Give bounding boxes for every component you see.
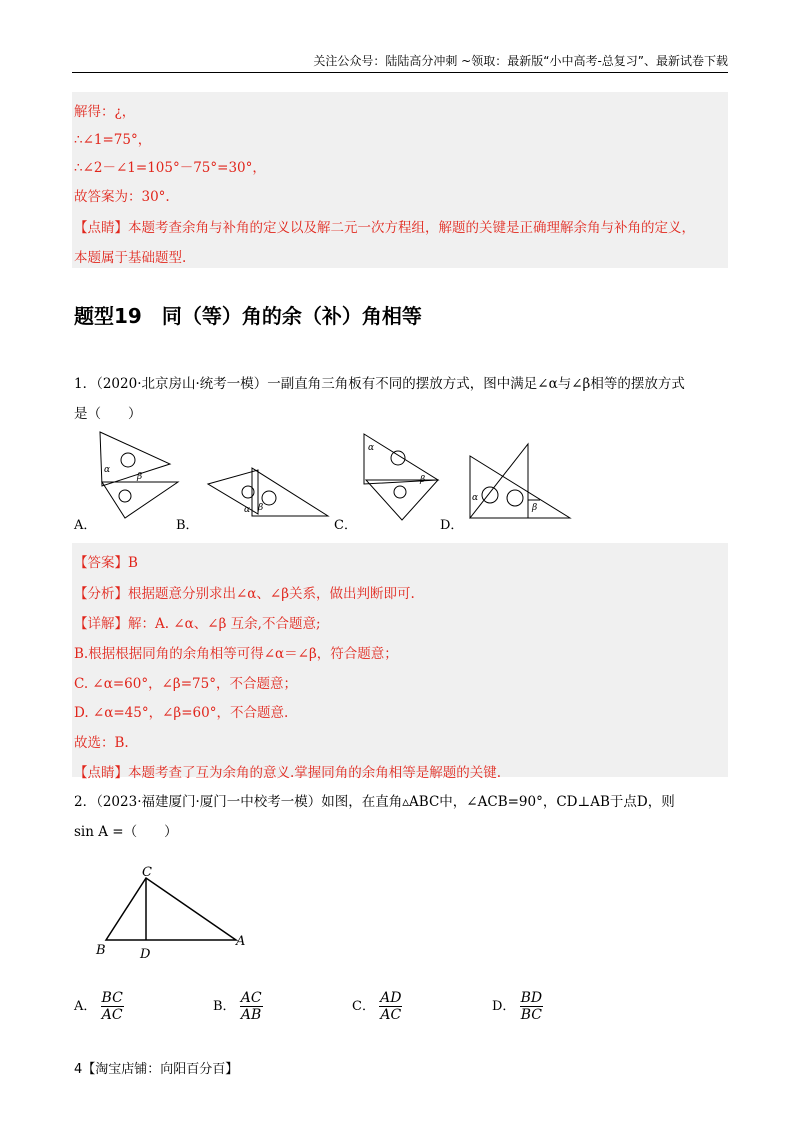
detail-tag: 【详解】	[74, 616, 128, 632]
fig-d-alpha-label: α	[472, 493, 479, 503]
fig-c-alpha-label: α	[368, 443, 375, 453]
point-d-label: D	[140, 947, 151, 962]
comment-tag: 【点睛】	[74, 765, 128, 781]
fig-a-alpha-label: α	[104, 465, 111, 475]
option-letter: B．	[213, 999, 236, 1014]
option-fraction	[379, 990, 402, 1023]
fraction-numerator: BC	[101, 990, 123, 1006]
fig-d-circle	[482, 487, 498, 503]
fraction-numerator: AD	[380, 990, 402, 1006]
comment-line: 本题属于基础题型.	[74, 250, 187, 266]
fig-b-alpha-label: α	[244, 505, 251, 515]
fig-a-circle	[119, 490, 131, 502]
fraction-numerator: AC	[240, 990, 262, 1006]
vertex-a-label: A	[236, 934, 246, 949]
header-divider	[72, 72, 728, 73]
option-letter: C．	[352, 999, 375, 1014]
comment-text: 本题考查了互为余角的意义.掌握同角的余角相等是解题的关键.	[128, 765, 502, 781]
vertex-b-label: B	[96, 943, 106, 958]
fraction-denominator: BC	[520, 1007, 542, 1023]
comment-line	[74, 216, 695, 236]
detail-line: C. ∠α=60°，∠β=75°，不合题意；	[74, 676, 297, 692]
q2-stem-line1: 2．（2023·福建厦门·厦门一中校考一模）如图，在直角▵ABC中，∠ACB=90°，CD⊥AB于点D，则	[74, 794, 675, 810]
solution-line: ∴∠1=75°，	[74, 132, 152, 148]
fig-d-beta-label: β	[532, 503, 538, 513]
fig-c-circle	[394, 486, 406, 498]
fig-d-triangle-small	[470, 444, 528, 518]
option-fraction	[240, 990, 263, 1023]
q2-option-c	[352, 990, 402, 1023]
option-fraction	[520, 990, 544, 1023]
q2-triangle-figure	[90, 860, 260, 965]
page-header: 关注公众号：陆陆高分冲刺 ~领取：最新版“小中高考-总复习”、最新试卷下载	[313, 54, 728, 68]
fig-b-beta-label: β	[258, 503, 264, 513]
q1-option-a: A．	[74, 518, 97, 533]
q1-stem-line2: 是（ ）	[74, 406, 142, 422]
fig-b-triangle-left	[208, 470, 258, 514]
prev-solution-block	[72, 92, 728, 268]
analysis-text: 根据题意分别求出∠α、∠β关系，做出判断即可.	[128, 586, 415, 602]
detail-text: 解：A. ∠α、∠β 互余,不合题意;	[128, 616, 321, 632]
q2-option-d	[492, 990, 543, 1023]
option-fraction	[101, 990, 124, 1023]
q2-option-b	[213, 990, 263, 1023]
q1-figures	[70, 428, 590, 528]
fraction-denominator: AB	[240, 1007, 262, 1023]
detail-line: D. ∠α=45°，∠β=60°，不合题意.	[74, 705, 289, 721]
fraction-denominator: AC	[380, 1007, 402, 1023]
fig-d-triangle-big	[470, 456, 570, 518]
triangle-abc	[106, 878, 236, 940]
fig-a-triangle-bottom	[102, 482, 178, 518]
page-footer: 4【淘宝店铺：向阳百分百】	[74, 1062, 239, 1077]
q1-option-b: B．	[176, 518, 199, 533]
fig-b-circle	[262, 491, 276, 505]
comment-text: 本题考查余角与补角的定义以及解二元一次方程组，解题的关键是正确理解余角与补角的定义，	[128, 220, 695, 236]
fig-c-beta-label: β	[420, 475, 426, 485]
answer-line	[74, 551, 138, 571]
answer-tag: 【答案】	[74, 555, 128, 571]
fig-c-triangle-top	[364, 434, 438, 484]
choose-line: 故选：B.	[74, 735, 129, 751]
fraction-numerator: BD	[520, 990, 543, 1006]
option-letter: A．	[74, 999, 97, 1014]
vertex-c-label: C	[142, 865, 152, 880]
detail-line	[74, 612, 321, 632]
solution-line: 解得：¿，	[74, 104, 136, 120]
q1-stem-line1: 1．（2020·北京房山·统考一模）一副直角三角板有不同的摆放方式，图中满足∠α与∠β相等的摆放方式	[74, 376, 685, 392]
fig-d-circle	[507, 490, 523, 506]
solution-line: 故答案为：30°.	[74, 189, 170, 205]
q2-stem-line2: sin A =（ ）	[74, 824, 178, 840]
option-letter: D．	[492, 999, 516, 1014]
analysis-line	[74, 582, 415, 602]
answer-value: B	[128, 555, 138, 571]
fig-b-triangle-right	[252, 468, 328, 516]
solution-line: ∴∠2－∠1=105°－75°=30°，	[74, 160, 266, 176]
fig-a-beta-label: β	[137, 472, 143, 482]
fig-a-circle	[121, 453, 135, 467]
comment-line	[74, 761, 501, 781]
analysis-tag: 【分析】	[74, 586, 128, 602]
fraction-denominator: AC	[101, 1007, 123, 1023]
q2-option-a	[74, 990, 124, 1023]
q1-option-d: D．	[440, 518, 464, 533]
comment-tag: 【点睛】	[74, 220, 128, 236]
q1-option-c: C．	[334, 518, 357, 533]
section-title: 题型19 同（等）角的余（补）角相等	[74, 304, 422, 328]
detail-line: B.根据根据同角的余角相等可得∠α＝∠β，符合题意；	[74, 646, 398, 662]
